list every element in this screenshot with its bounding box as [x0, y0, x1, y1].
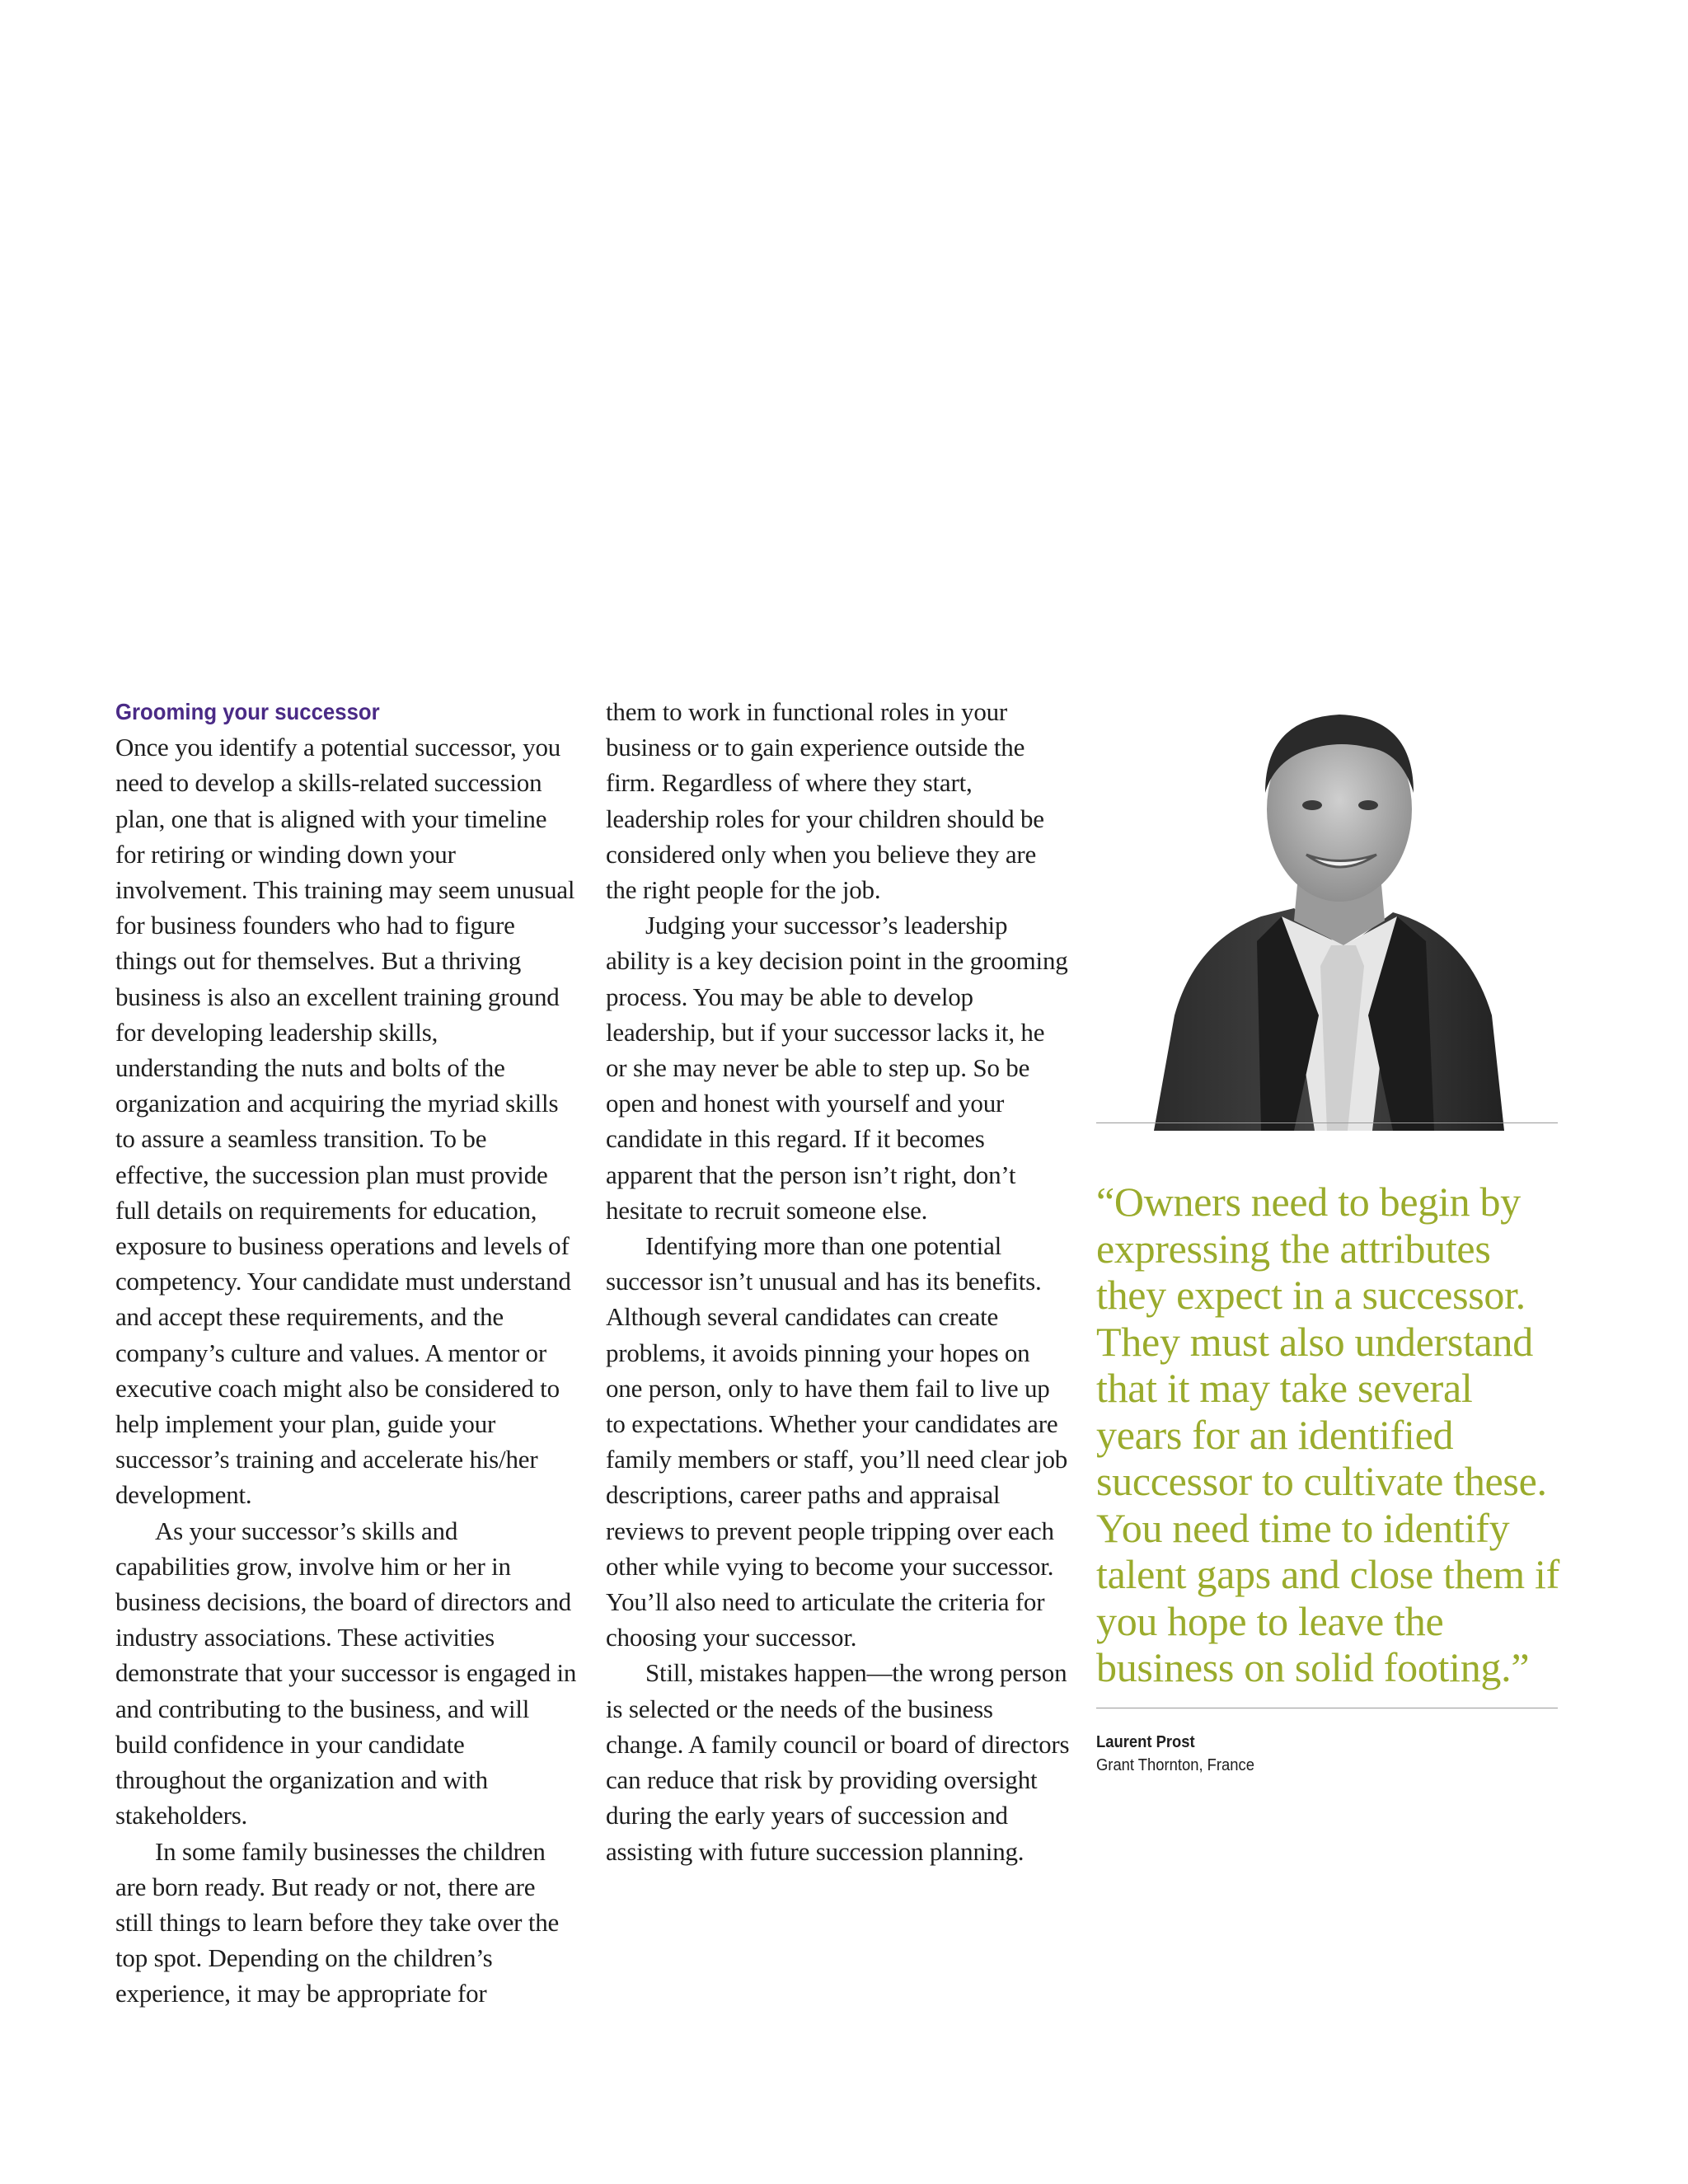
paragraph: As your successor’s skills and capabilities grow, involve him or her in business decisions, the board of directors and industry associations. These activities demonstrate that your successor is engaged in and contributing to the business, and will build confidence in your candidate throughout the organization and with stakeholders. [115, 1516, 577, 1830]
section-heading: Grooming your successor [115, 699, 380, 724]
portrait-photo [1096, 669, 1558, 1131]
paragraph: Still, mistakes happen—the wrong person is selected or the needs of the business change. A family council or board of directors can reduce that risk by providing oversight during the early years of succession and assisting with future succession planning. [606, 1658, 1070, 1866]
attribution-organization: Grant Thornton, France [1096, 1756, 1254, 1774]
divider-top [1096, 1122, 1558, 1123]
article-column-middle [606, 694, 1071, 1869]
quote-attribution [1096, 1731, 1558, 1777]
paragraph: Identifying more than one potential successor isn’t unusual and has its benefits. Although several candidates can create problems, it avoids pinning your hopes on one person, only to have them fail to live up to expectations. Whether your candidates are family members or staff, you’ll need clear job descriptions, career paths and appraisal reviews to prevent people tripping over each other while vying to become your successor. You’ll also need to articulate the criteria for choosing your successor. [606, 1231, 1068, 1652]
article-column-left [115, 694, 577, 2012]
paragraph: In some family businesses the children are born ready. But ready or not, there are still things to learn before they take over the top spot. Depending on the children’s experience, it may be appropriate for [115, 1836, 560, 2008]
paragraph: them to work in functional roles in your business or to gain experience outside the firm. Regardless of where they start, leadership roles for your children should be considered only when you believe they are the right people for the job. [606, 697, 1044, 905]
pull-quote: “Owners need to begin by expressing the attributes they expect in a successor. They must also understand that it may take several years for an identified successor to cultivate these. You need time to identify talent gaps and close them if you hope to leave the business on solid footing.” [1096, 1179, 1559, 1690]
paragraph: Once you identify a potential successor, you need to develop a skills-related succession plan, one that is aligned with your timeline for retiring or winding down your involvement. This training may seem unusual for business founders who had to figure things out for themselves. But a thriving business is also an excellent training ground for developing leadership skills, understanding the nuts and bolts of the organization and acquiring the myriad skills to assure a seamless transition. To be effective, the succession plan must provide full details on requirements for education, exposure to business operations and levels of competency. Your candidate must understand and accept these requirements, and the company’s culture and values. A mentor or executive coach might also be considered to help implement your plan, guide your successor’s training and accelerate his/her development. [115, 733, 575, 1510]
paragraph: Judging your successor’s leadership ability is a key decision point in the grooming process. You may be able to develop leadership, but if your successor lacks it, he or she may never be able to step up. So be open and honest with yourself and your candidate in this regard. If it becomes apparent that the person isn’t right, don’t hesitate to recruit someone else. [606, 911, 1068, 1225]
attribution-name: Laurent Prost [1096, 1733, 1195, 1751]
